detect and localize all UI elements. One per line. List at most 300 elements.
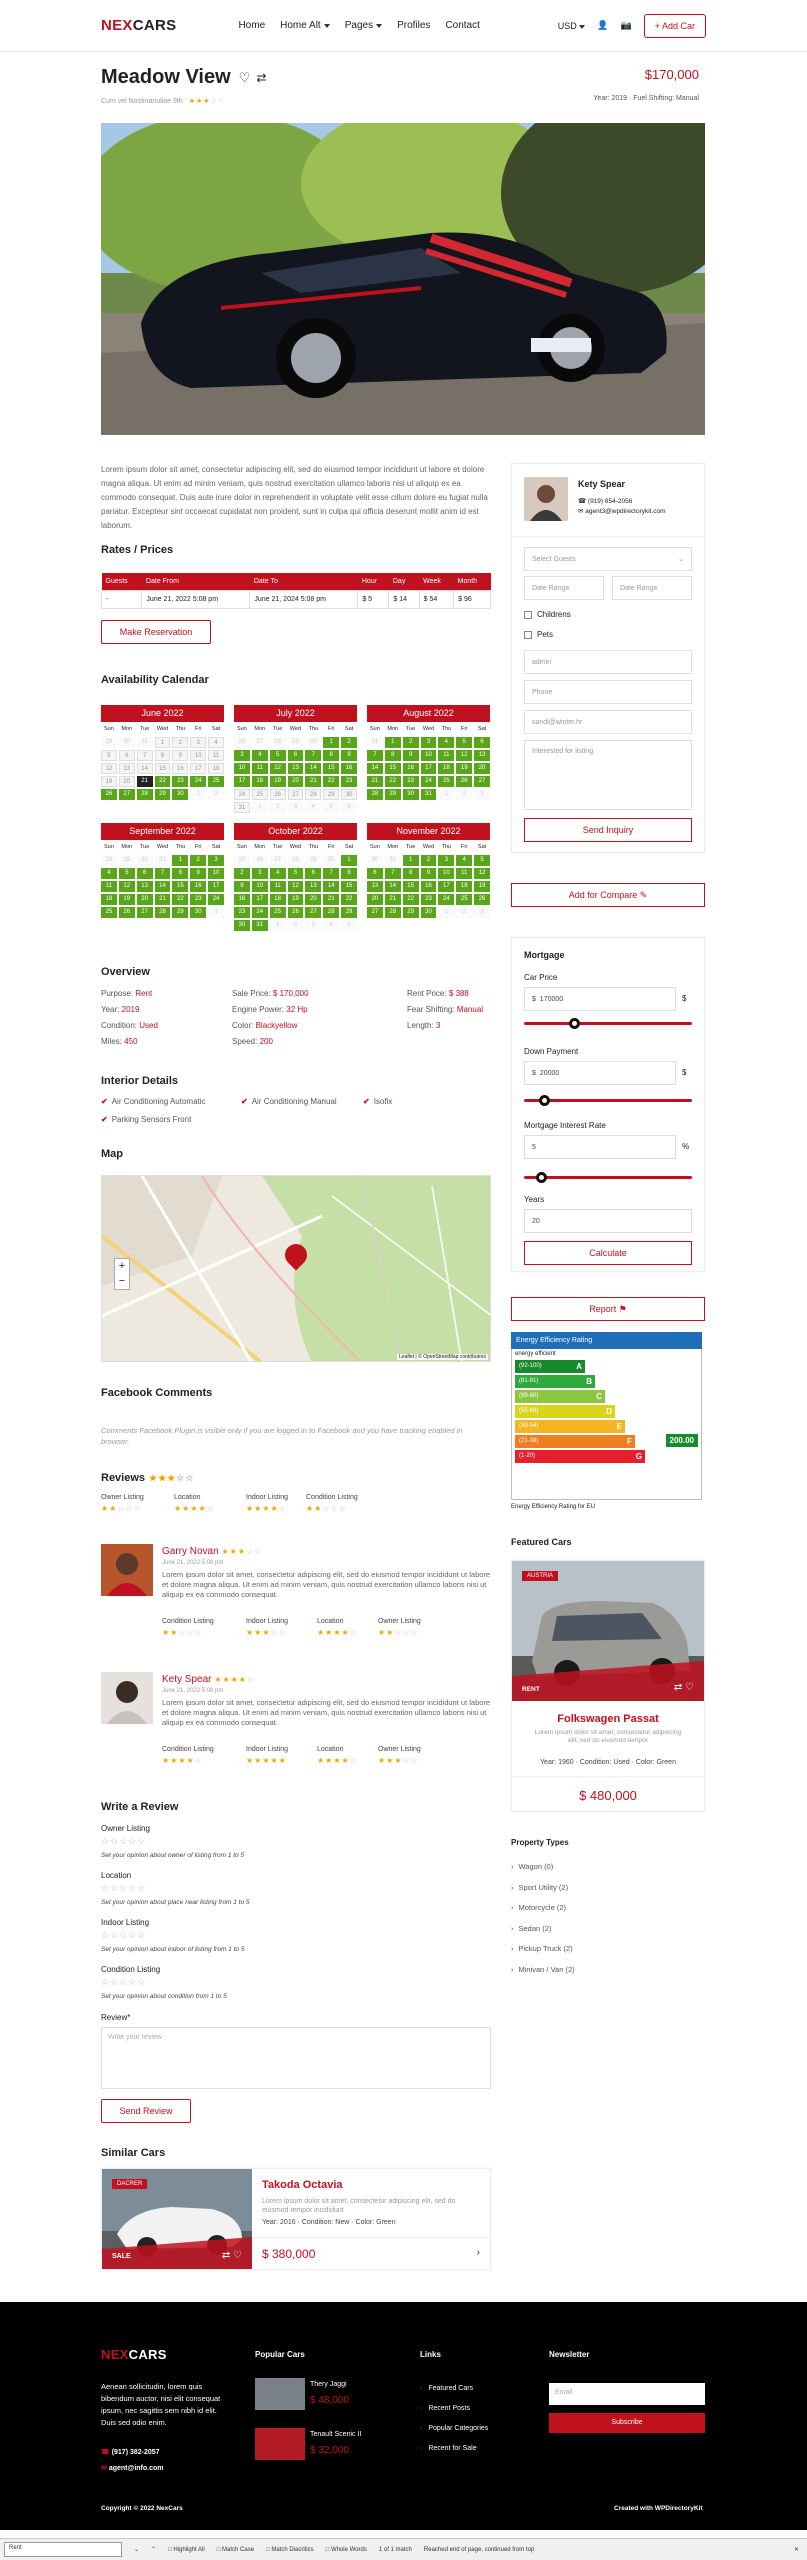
similar-car-name[interactable]: Takoda Octavia [262, 2179, 343, 2191]
calendar-day[interactable]: 26 [270, 789, 286, 800]
calendar-day[interactable]: 27 [137, 907, 153, 918]
calendar-day[interactable]: 18 [438, 763, 454, 774]
calendar-day[interactable]: 9 [403, 750, 419, 761]
calendar-day[interactable]: 24 [252, 907, 268, 918]
calendar-day[interactable]: 29 [341, 907, 357, 918]
calendar-day[interactable]: 13 [137, 881, 153, 892]
avatar[interactable] [101, 1672, 153, 1724]
featured-car-card[interactable] [511, 1560, 705, 1812]
calendar-day[interactable]: 23 [403, 776, 419, 787]
calendar-day[interactable]: 16 [190, 881, 206, 892]
newsletter-email-input[interactable]: Email [549, 2383, 705, 2405]
calendar-day[interactable]: 15 [385, 763, 401, 774]
review-category: Location ★★★★☆ [317, 1746, 358, 1765]
calendar-day[interactable]: 17 [252, 894, 268, 905]
property-type-link[interactable]: › Pickup Truck (2) [511, 1944, 573, 1953]
calendar-day[interactable]: 13 [119, 763, 135, 774]
list-item: ✔ Isofix [363, 1097, 393, 1106]
calendar-day[interactable]: 19 [288, 894, 304, 905]
table-row: - June 21, 2022 5:08 pm June 21, 2024 5:08 pm $ 5 $ 14 $ 54 $ 96 [102, 591, 491, 609]
calendar-day[interactable]: 10 [208, 868, 224, 879]
property-type-link[interactable]: › Motorcycle (2) [511, 1903, 567, 1912]
calculate-button[interactable]: Calculate [524, 1241, 692, 1265]
calendar-day[interactable]: 24 [208, 894, 224, 905]
calendar-day[interactable]: 26 [101, 789, 117, 800]
calendar-day[interactable]: 5 [119, 868, 135, 879]
opt-whole-words[interactable]: □ Whole Words [325, 2546, 367, 2553]
calendar-day[interactable]: 26 [288, 907, 304, 918]
calendar-day[interactable]: 14 [137, 763, 153, 774]
calendar-day[interactable]: 10 [234, 763, 250, 774]
calendar-day[interactable]: 16 [421, 881, 437, 892]
calendar-day[interactable]: 6 [288, 750, 304, 761]
calendar-day[interactable]: 9 [341, 750, 357, 761]
calendar-day[interactable]: 11 [252, 763, 268, 774]
reviewer-name[interactable]: Garry Novan ★★★☆☆ [162, 1546, 263, 1557]
rating-input[interactable]: ☆☆☆☆☆ [101, 1836, 147, 1846]
calendar-day[interactable]: 3 [190, 737, 206, 748]
phone-field[interactable]: Phone [524, 680, 692, 704]
report-button[interactable]: Report ⚑ [511, 1297, 705, 1321]
criterion-label: Location [101, 1871, 132, 1880]
calendar-day[interactable]: 27 [367, 907, 383, 918]
close-icon[interactable]: ✕ [793, 2547, 799, 2553]
footer-link[interactable]: › Popular Categories [420, 2425, 489, 2432]
down-payment-input[interactable]: $ 20000 [524, 1061, 676, 1085]
send-inquiry-button[interactable]: Send Inquiry [524, 818, 692, 842]
add-compare-button[interactable]: Add for Compare ✎ [511, 883, 705, 907]
childrens-checkbox[interactable]: Childrens [524, 610, 571, 619]
calendar-day[interactable]: 3 [208, 855, 224, 866]
calendar-day[interactable]: 3 [252, 868, 268, 879]
calendar-day[interactable]: 25 [456, 894, 472, 905]
property-type-link[interactable]: › Minivan / Van (2) [511, 1964, 575, 1974]
featured-car-image[interactable] [512, 1561, 704, 1701]
calendar-day[interactable]: 26 [474, 894, 490, 905]
rating-stars: ★★★★☆ [214, 1675, 256, 1684]
popular-car-name[interactable]: Tenault Scenic II [310, 2431, 362, 2438]
calendar-day[interactable]: 28 [155, 907, 171, 918]
calendar-day[interactable]: 3 [438, 855, 454, 866]
calendar-day[interactable]: 12 [119, 881, 135, 892]
guests-select[interactable]: Select Guests ⌄ [524, 547, 692, 571]
calendar-day[interactable]: 22 [172, 894, 188, 905]
zoom-out-icon[interactable]: − [118, 1275, 126, 1287]
footer-link[interactable]: › Recent for Sale [420, 2445, 477, 2452]
nav-contact[interactable]: Contact [445, 20, 480, 31]
calendar-day[interactable]: 22 [403, 894, 419, 905]
calendar-day[interactable]: 2 [172, 737, 188, 748]
nav-home-alt[interactable]: Home Alt [280, 20, 330, 31]
calendar-day[interactable]: 17 [190, 763, 206, 774]
car-price-input[interactable]: $ 170000 [524, 987, 676, 1011]
calendar-day[interactable]: 24 [421, 776, 437, 787]
weekday: Fri [461, 726, 468, 732]
calendar-day: 3 [288, 802, 304, 813]
calendar-day[interactable]: 4 [438, 737, 454, 748]
nav-profiles[interactable]: Profiles [397, 20, 431, 31]
popular-car-thumb[interactable] [255, 2428, 305, 2460]
calendar-day[interactable]: 6 [305, 868, 321, 879]
compare-icon[interactable]: ⇄ [673, 1682, 683, 1693]
calendar-day[interactable]: 23 [172, 776, 188, 787]
calendar-day[interactable]: 19 [474, 881, 490, 892]
calendar-day[interactable]: 16 [172, 763, 188, 774]
calendar-day[interactable]: 18 [252, 776, 268, 787]
calendar-day[interactable]: 11 [438, 750, 454, 761]
calendar-day[interactable]: 19 [101, 776, 117, 787]
footer-link[interactable]: › Recent Posts [420, 2405, 470, 2412]
calendar-day[interactable]: 24 [190, 776, 206, 787]
calendar-day[interactable]: 30 [172, 789, 188, 800]
message-field[interactable]: Interested for listing [524, 740, 692, 810]
criterion-hint: Set your opinion about indoor of listing from 1 to 5 [101, 1946, 245, 1953]
calendar-day[interactable]: 7 [323, 868, 339, 879]
calendar-day[interactable]: 12 [474, 868, 490, 879]
add-car-button[interactable]: + Add Car [644, 14, 706, 38]
calendar-day[interactable]: 28 [367, 789, 383, 800]
calendar-day[interactable]: 17 [208, 881, 224, 892]
heart-icon[interactable]: ♡ [233, 2250, 242, 2261]
calendar-day[interactable]: 17 [438, 881, 454, 892]
calendar-day[interactable]: 7 [385, 868, 401, 879]
calendar-day[interactable]: 2 [341, 737, 357, 748]
find-next-icon[interactable]: ⌃ [151, 2547, 157, 2553]
calendar-day[interactable]: 10 [438, 868, 454, 879]
calendar-day[interactable]: 23 [234, 907, 250, 918]
heart-icon[interactable]: ♡ [238, 69, 251, 85]
rate-label: Mortgage Interest Rate [524, 1121, 606, 1130]
calendar-day[interactable]: 20 [474, 763, 490, 774]
hero-car-image[interactable] [101, 123, 705, 435]
calendar-day[interactable]: 8 [172, 868, 188, 879]
calendar-day[interactable]: 21 [137, 776, 153, 787]
heart-icon[interactable]: ♡ [685, 1682, 694, 1693]
calendar-day[interactable]: 8 [155, 750, 171, 761]
logo[interactable]: NEXCARS [101, 17, 177, 34]
reviewer-name[interactable]: Kety Spear ★★★★☆ [162, 1674, 256, 1685]
slider-handle[interactable] [569, 1018, 580, 1029]
calendar-day[interactable]: 20 [119, 776, 135, 787]
calendar-day[interactable]: 27 [288, 789, 304, 800]
calendar-day[interactable]: 13 [474, 750, 490, 761]
calendar-day[interactable]: 12 [456, 750, 472, 761]
calendar-day[interactable]: 10 [190, 750, 206, 761]
calendar-day[interactable]: 6 [119, 750, 135, 761]
calendar-day[interactable]: 5 [288, 868, 304, 879]
calendar-day[interactable]: 22 [323, 776, 339, 787]
opt-match-case[interactable]: □ Match Case [216, 2546, 255, 2553]
calendar-day[interactable]: 12 [288, 881, 304, 892]
date-to-input[interactable]: Date Range [612, 576, 692, 600]
calendar-day[interactable]: 23 [421, 894, 437, 905]
calendar-day[interactable]: 8 [323, 750, 339, 761]
calendar-day[interactable]: 15 [341, 881, 357, 892]
calendar-day[interactable]: 12 [101, 763, 117, 774]
rating-input[interactable]: ☆☆☆☆☆ [101, 1977, 147, 1987]
calendar-day[interactable]: 14 [323, 881, 339, 892]
calendar-day[interactable]: 25 [270, 907, 286, 918]
calendar-day[interactable]: 28 [323, 907, 339, 918]
calendar-day[interactable]: 8 [403, 868, 419, 879]
property-type-link[interactable]: › Sedan (2) [511, 1923, 552, 1933]
calendar-day[interactable]: 20 [137, 894, 153, 905]
find-prev-icon[interactable]: ⌄ [134, 2547, 140, 2553]
calendar-day[interactable]: 6 [137, 868, 153, 879]
calendar-day[interactable]: 21 [305, 776, 321, 787]
similar-car-image[interactable] [102, 2169, 252, 2269]
calendar-day[interactable]: 5 [101, 750, 117, 761]
calendar-day[interactable]: 28 [385, 907, 401, 918]
similar-car-card[interactable] [101, 2168, 491, 2270]
review-textarea[interactable]: Write your review [101, 2027, 491, 2089]
calendar-day[interactable]: 5 [270, 750, 286, 761]
calendar-day[interactable]: 9 [421, 868, 437, 879]
calendar-day[interactable]: 10 [252, 881, 268, 892]
calendar-day[interactable]: 1 [155, 737, 171, 748]
calendar-day[interactable]: 18 [270, 894, 286, 905]
calendar-day[interactable]: 1 [385, 737, 401, 748]
calendar-day[interactable]: 25 [252, 789, 268, 800]
calendar-day[interactable]: 13 [288, 763, 304, 774]
find-input[interactable]: Rent [4, 2542, 122, 2557]
calendar-day[interactable]: 30 [403, 789, 419, 800]
rate-input[interactable]: 5 [524, 1135, 676, 1159]
calendar-day[interactable]: 29 [155, 789, 171, 800]
rating-stars: ★★★★★ [246, 1756, 287, 1765]
calendar-day[interactable]: 20 [367, 894, 383, 905]
calendar-day[interactable]: 8 [385, 750, 401, 761]
popular-car-price: $ 48,000 [310, 2395, 349, 2406]
weekday: Thu [175, 844, 186, 850]
avatar[interactable] [524, 477, 568, 521]
agent-name[interactable]: Kety Spear [578, 479, 626, 489]
calendar-day[interactable]: 22 [155, 776, 171, 787]
calendar-day[interactable]: 15 [323, 763, 339, 774]
created-with[interactable]: Created with WPDirectoryKit [614, 2505, 703, 2512]
calendar-day[interactable]: 30 [234, 920, 250, 931]
calendar-day[interactable]: 9 [190, 868, 206, 879]
footer-email[interactable]: ✉ agent@info.com [101, 2465, 164, 2472]
calendar-day[interactable]: 24 [234, 789, 250, 800]
calendar-day[interactable]: 6 [367, 868, 383, 879]
rating-input[interactable]: ☆☆☆☆☆ [101, 1930, 147, 1940]
slider-handle[interactable] [539, 1095, 550, 1106]
energy-value: 200.00 [666, 1434, 698, 1447]
calendar-day[interactable]: 21 [323, 894, 339, 905]
map-zoom-controls[interactable] [114, 1258, 130, 1290]
popular-car-thumb[interactable] [255, 2378, 305, 2410]
compare-icon[interactable]: ⇄ [256, 70, 267, 85]
calendar-day[interactable]: 8 [341, 868, 357, 879]
calendar-day: 3 [474, 907, 490, 918]
location-map[interactable] [101, 1175, 491, 1362]
calendar-day[interactable]: 4 [101, 868, 117, 879]
calendar-day[interactable]: 12 [270, 763, 286, 774]
calendar-day[interactable]: 19 [270, 776, 286, 787]
rate-slider[interactable] [524, 1176, 692, 1179]
weekday: Sat [477, 844, 487, 850]
calendar-day[interactable]: 31 [234, 802, 250, 813]
pets-checkbox[interactable]: Pets [524, 630, 553, 639]
calendar-day[interactable]: 10 [421, 750, 437, 761]
calendar-day[interactable]: 2 [421, 855, 437, 866]
agent-email[interactable]: ✉ agent3@wpdirectorykit.com [578, 508, 666, 515]
calendar-day[interactable]: 25 [208, 776, 224, 787]
compare-icon[interactable]: ⇄ [221, 2250, 231, 2261]
calendar-day[interactable]: 1 [341, 855, 357, 866]
calendar-day[interactable]: 16 [403, 763, 419, 774]
energy-rating [511, 1332, 702, 1512]
calendar-day[interactable]: 18 [456, 881, 472, 892]
calendar-day[interactable]: 22 [385, 776, 401, 787]
calendar-day[interactable]: 27 [474, 776, 490, 787]
calendar-day[interactable]: 18 [101, 894, 117, 905]
calendar-day[interactable]: 27 [119, 789, 135, 800]
calendar-day[interactable]: 7 [305, 750, 321, 761]
calendar-day[interactable]: 14 [367, 763, 383, 774]
opt-highlight[interactable]: □ Highlight All [168, 2546, 205, 2553]
calendar-day[interactable]: 28 [305, 789, 321, 800]
calendar-day[interactable]: 21 [367, 776, 383, 787]
make-reservation-button[interactable]: Make Reservation [101, 620, 211, 644]
date-from-input[interactable]: Date Range [524, 576, 604, 600]
calendar-day[interactable]: 21 [385, 894, 401, 905]
calendar-day[interactable]: 2 [403, 737, 419, 748]
calendar-day[interactable]: 2 [190, 855, 206, 866]
subscribe-button[interactable]: Subscribe [549, 2413, 705, 2433]
calendar-day[interactable]: 13 [305, 881, 321, 892]
calendar-day[interactable]: 14 [305, 763, 321, 774]
calendar-day[interactable]: 4 [252, 750, 268, 761]
name-field[interactable]: admin [524, 650, 692, 674]
calendar-day[interactable]: 1 [403, 855, 419, 866]
years-input[interactable]: 20 [524, 1209, 692, 1233]
featured-car-name[interactable]: Folkswagen Passat [557, 1713, 659, 1725]
calendar-day[interactable]: 4 [270, 868, 286, 879]
calendar-day[interactable]: 30 [341, 789, 357, 800]
calendar-day[interactable]: 4 [456, 855, 472, 866]
calendar-day[interactable]: 28 [137, 789, 153, 800]
calendar-day[interactable]: 15 [403, 881, 419, 892]
calendar-day[interactable]: 23 [190, 894, 206, 905]
calendar-day[interactable]: 30 [421, 907, 437, 918]
calendar-day[interactable]: 31 [421, 789, 437, 800]
calendar-day[interactable]: 9 [234, 881, 250, 892]
opt-diacritics[interactable]: □ Match Diacritics [266, 2546, 314, 2553]
calendar-day[interactable]: 11 [456, 868, 472, 879]
rating-stars: ★★☆☆☆ [162, 1628, 203, 1637]
property-type-link[interactable]: › Sport Utility (2) [511, 1882, 569, 1892]
avatar[interactable] [101, 1544, 153, 1596]
property-type-link[interactable]: › Wagon (0) [511, 1862, 554, 1871]
calendar-day[interactable]: 25 [438, 776, 454, 787]
calendar-day[interactable]: 29 [385, 789, 401, 800]
rating-input[interactable]: ☆☆☆☆☆ [101, 1883, 147, 1893]
calendar-day[interactable]: 29 [403, 907, 419, 918]
calendar-day[interactable]: 19 [456, 763, 472, 774]
calendar-day[interactable]: 4 [208, 737, 224, 748]
calendar-day[interactable]: 31 [252, 920, 268, 931]
calendar-day[interactable]: 6 [474, 737, 490, 748]
calendar-day[interactable]: 15 [155, 763, 171, 774]
calendar-day[interactable]: 19 [119, 894, 135, 905]
footer-link[interactable]: › Featured Cars [420, 2385, 474, 2392]
calendar-day[interactable]: 24 [438, 894, 454, 905]
nav-home[interactable]: Home [238, 20, 266, 31]
calendar-day[interactable]: 26 [456, 776, 472, 787]
calendar-day[interactable]: 17 [421, 763, 437, 774]
calendar-day[interactable]: 21 [155, 894, 171, 905]
calendar-day[interactable]: 3 [234, 750, 250, 761]
calendar-day[interactable]: 22 [341, 894, 357, 905]
calendar-day[interactable]: 23 [341, 776, 357, 787]
calendar-day[interactable]: 7 [155, 868, 171, 879]
calendar-day[interactable]: 13 [367, 881, 383, 892]
calendar-day: 4 [305, 802, 321, 813]
calendar-day[interactable]: 26 [119, 907, 135, 918]
currency-select[interactable]: USD [558, 21, 586, 31]
zoom-in-icon[interactable]: + [118, 1260, 126, 1272]
camera-icon[interactable]: 📷 [620, 20, 632, 30]
calendar-day[interactable]: 29 [323, 789, 339, 800]
chevron-right-icon[interactable]: › [476, 2247, 480, 2258]
calendar-day[interactable]: 11 [208, 750, 224, 761]
calendar-day[interactable]: 27 [305, 907, 321, 918]
calendar-day[interactable]: 16 [234, 894, 250, 905]
footer-logo[interactable]: NEXCARS [101, 2347, 167, 2362]
calendar-day[interactable]: 1 [323, 737, 339, 748]
calendar-day[interactable]: 2 [234, 868, 250, 879]
calendar-day[interactable]: 20 [288, 776, 304, 787]
calendar-day[interactable]: 9 [172, 750, 188, 761]
calendar-day[interactable]: 16 [341, 763, 357, 774]
calendar-day: 5 [323, 802, 339, 813]
footer-phone[interactable]: ☎ (917) 382-2057 [101, 2449, 160, 2456]
weekday: Mon [254, 844, 266, 850]
email-field[interactable]: sandi@winter.hr [524, 710, 692, 734]
calendar-day[interactable]: 1 [172, 855, 188, 866]
calendar-day[interactable]: 7 [137, 750, 153, 761]
list-item: ✔ Air Conditioning Manual [241, 1097, 337, 1106]
calendar-day[interactable]: 11 [101, 881, 117, 892]
slider-handle[interactable] [536, 1172, 547, 1183]
calendar-day[interactable]: 5 [456, 737, 472, 748]
calendar-day[interactable]: 15 [172, 881, 188, 892]
calendar-day[interactable]: 14 [385, 881, 401, 892]
calendar-day[interactable]: 3 [421, 737, 437, 748]
popular-car-name[interactable]: Thery Jaggi [310, 2381, 347, 2388]
agent-phone[interactable]: ☎ (919) 854-2056 [578, 498, 633, 505]
calendar-day[interactable]: 11 [270, 881, 286, 892]
car-price-slider[interactable] [524, 1022, 692, 1025]
calendar-day[interactable]: 5 [474, 855, 490, 866]
calendar-day[interactable]: 14 [155, 881, 171, 892]
calendar-day[interactable]: 30 [190, 907, 206, 918]
calendar-day[interactable]: 20 [305, 894, 321, 905]
calendar-day: 1 [252, 802, 268, 813]
calendar-day[interactable]: 25 [101, 907, 117, 918]
calendar-day[interactable]: 7 [367, 750, 383, 761]
nav-pages[interactable]: Pages [345, 20, 382, 31]
calendar-day[interactable]: 29 [172, 907, 188, 918]
send-review-button[interactable]: Send Review [101, 2099, 191, 2123]
down-payment-slider[interactable] [524, 1099, 692, 1102]
calendar-day[interactable]: 17 [234, 776, 250, 787]
calendar-day[interactable]: 18 [208, 763, 224, 774]
rates-heading: Rates / Prices [101, 544, 174, 556]
user-add-icon[interactable]: 👤 [597, 20, 609, 30]
